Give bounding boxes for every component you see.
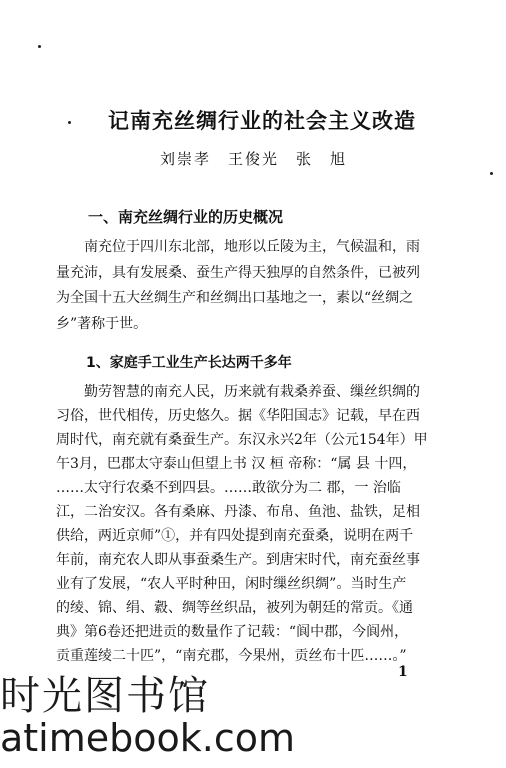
text-line: 午3月，巴郡太守泰山但望上书 汉 桓 帝称：“属 县 十四，: [56, 456, 417, 472]
text-line: 习俗，世代相传，历史悠久。据《华阳国志》记载，早在西: [56, 408, 420, 424]
scan-speck: [490, 172, 493, 175]
text-line: 为全国十五大丝绸生产和丝绸出口基地之一，素以“丝绸之: [56, 290, 414, 306]
page-number: 1: [398, 664, 408, 680]
text-line: 的绫、锦、绢、縠、绸等丝织品，被列为朝廷的常贡。《通: [56, 600, 413, 616]
watermark-url: atimebook.com: [0, 716, 296, 760]
text-line: 供给，两近京师”①，并有四处提到南充蚕桑，说明在两千: [56, 528, 414, 544]
text-line: 南充位于四川东北部，地形以丘陵为主，气候温和，雨: [56, 239, 420, 255]
sub-heading: 1、家庭手工业生产长达两千多年: [86, 355, 292, 371]
watermark-title: 时光图书馆: [0, 673, 210, 719]
text-line: ……太守行农桑不到四县。……敢欲分为二 郡，一 治临: [56, 480, 401, 496]
article-title: 记南充丝绸行业的社会主义改造: [108, 109, 416, 133]
text-line: 贡重莲绫二十匹”，“南充郡，今果州，贡丝布十匹……。”: [56, 648, 407, 664]
text-line: 乡”著称于世。: [56, 315, 148, 332]
text-line: 周时代，南充就有桑蚕生产。东汉永兴2年（公元154年）甲: [56, 432, 428, 448]
text-line: 江，二治安汉。各有桑麻、丹漆、布帛、鱼池、盐铁，足相: [56, 504, 420, 520]
text-line: 业有了发展，“农人平时种田，闲时缫丝织绸”。当时生产: [56, 576, 407, 592]
text-line: 典》第6卷还把进贡的数量作了记载：“阆中郡，今阆州，: [56, 624, 409, 640]
text-line: 量充沛，具有发展桑、蚕生产得天独厚的自然条件，已被列: [56, 264, 420, 281]
scan-speck: [38, 45, 41, 48]
section-heading: 一、南充丝绸行业的历史概况: [88, 208, 284, 226]
paragraph-history: [56, 380, 450, 668]
text-line: 勤劳智慧的南充人民，历来就有栽桑养蚕、缫丝织绸的: [56, 384, 420, 400]
text-line: 年前，南充农人即从事蚕桑生产。到唐宋时代，南充蚕丝事: [56, 552, 420, 568]
paragraph-intro: [56, 235, 450, 337]
article-authors: 刘崇孝 王俊光 张 旭: [160, 150, 348, 168]
